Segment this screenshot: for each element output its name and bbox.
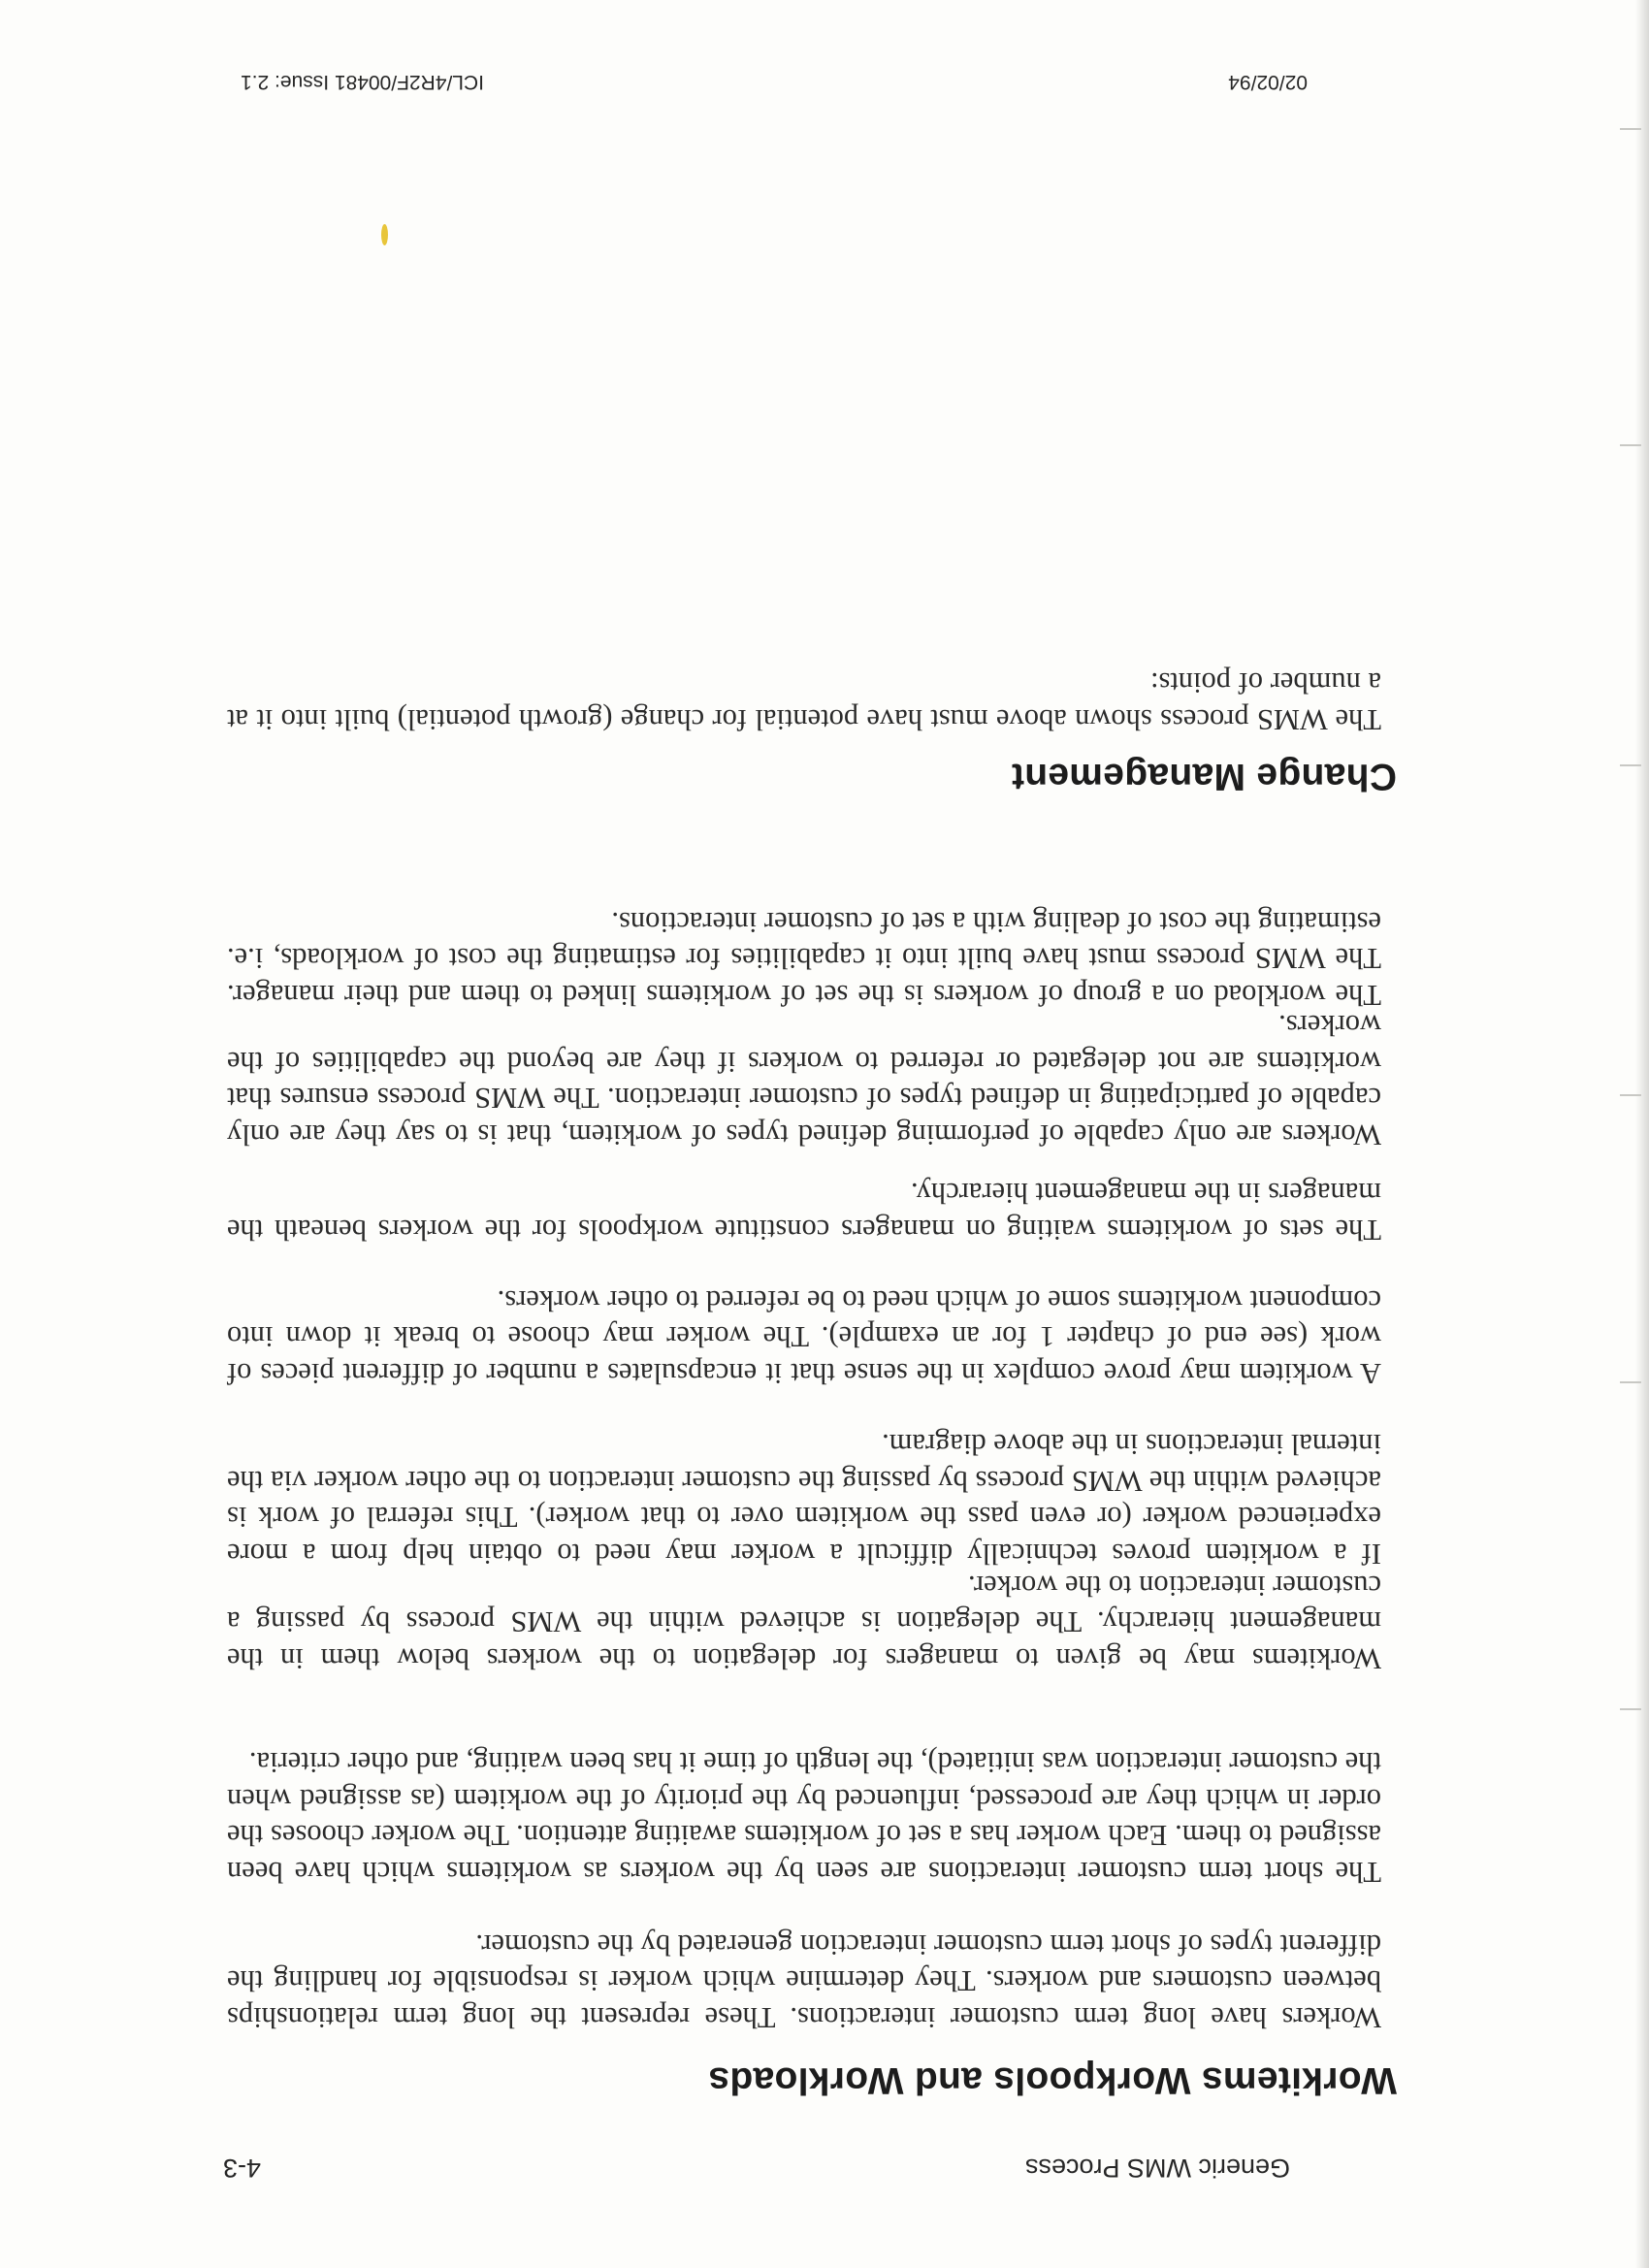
binder-tick-mark	[1620, 1381, 1641, 1383]
paragraph-worker-capabilities: Workers are only capable of performing defined types of workitem, that is to say they are only capable of participating in defined types of customer interaction. The WMS process ensures that workitems are not delegated or referred to workers if they are beyond the capabilities of the workers.	[227, 1009, 1381, 1151]
paragraph-workers-interactions: Workers have long term customer interactions. These represent the long term relationships between customers and workers. They determine which worker is responsible for handling the different types of short term customer interaction generated by the customer.	[227, 1928, 1381, 2034]
binder-tick-mark	[1620, 764, 1641, 766]
paragraph-delegation: Workitems may be given to managers for delegation to the workers below them in the management hierarchy. The delegation is achieved within the WMS process by passing a customer interaction to the worker.	[227, 1570, 1381, 1675]
binder-tick-mark	[1620, 128, 1641, 130]
scan-edge-shadow	[1635, 0, 1649, 2268]
footer-document-ref: ICL/4R2F/00481 Issue: 2.1	[241, 71, 484, 93]
paragraph-short-term-interactions: The short term customer interactions are seen by the workers as workitems which have been assigned to them. Each worker has a set of workitems awaiting attention. The worker chooses the order in which they are processed, influenced by the priority of the workitem (as assigned when the customer interaction was initiated), the length of time it has been waiting, and other criteria.	[227, 1746, 1381, 1889]
section-title-workitems: Workitems Workpools and Workloads	[708, 2059, 1397, 2101]
running-title: Generic WMS Process	[1024, 2154, 1290, 2183]
paragraph-change-potential: The WMS process shown above must have potential for change (growth potential) built into it at a number of points:	[227, 666, 1381, 736]
binder-tick-mark	[1620, 1094, 1641, 1096]
binder-tick-mark	[1620, 1708, 1641, 1710]
paper-stain-mark	[381, 224, 388, 245]
section-title-change-management: Change Management	[1011, 756, 1397, 797]
paragraph-complex-workitem: A workitem may prove complex in the sense that it encapsulates a number of different pieces of work (see end of chapter 1 for an example). The worker may choose to break it down into component workitems some of which need to be referred to other workers.	[227, 1284, 1381, 1390]
page-number: 4-3	[223, 2154, 262, 2183]
paragraph-workload: The workload on a group of workers is the set of workitems linked to them and their manager. The WMS process must have built into it capabilities for estimating the cost of workloads, i.e. estimating the cost of dealing with a set of customer interactions.	[227, 906, 1381, 1012]
page-footer	[241, 60, 1308, 93]
paragraph-referral: If a workitem proves technically difficult a worker may need to obtain help from a more experienced worker (or even pass the workitem over to that worker). This referral of work is achieved within the WMS process by passing the customer interaction to the other worker via the internal interactions in the above diagram.	[227, 1428, 1381, 1571]
page-header	[223, 2144, 1290, 2183]
paragraph-workpools: The sets of workitems waiting on managers constitute workpools for the workers beneath the managers in the management hierarchy.	[227, 1177, 1381, 1247]
footer-date: 02/02/94	[1228, 71, 1308, 93]
binder-tick-mark	[1620, 444, 1641, 446]
